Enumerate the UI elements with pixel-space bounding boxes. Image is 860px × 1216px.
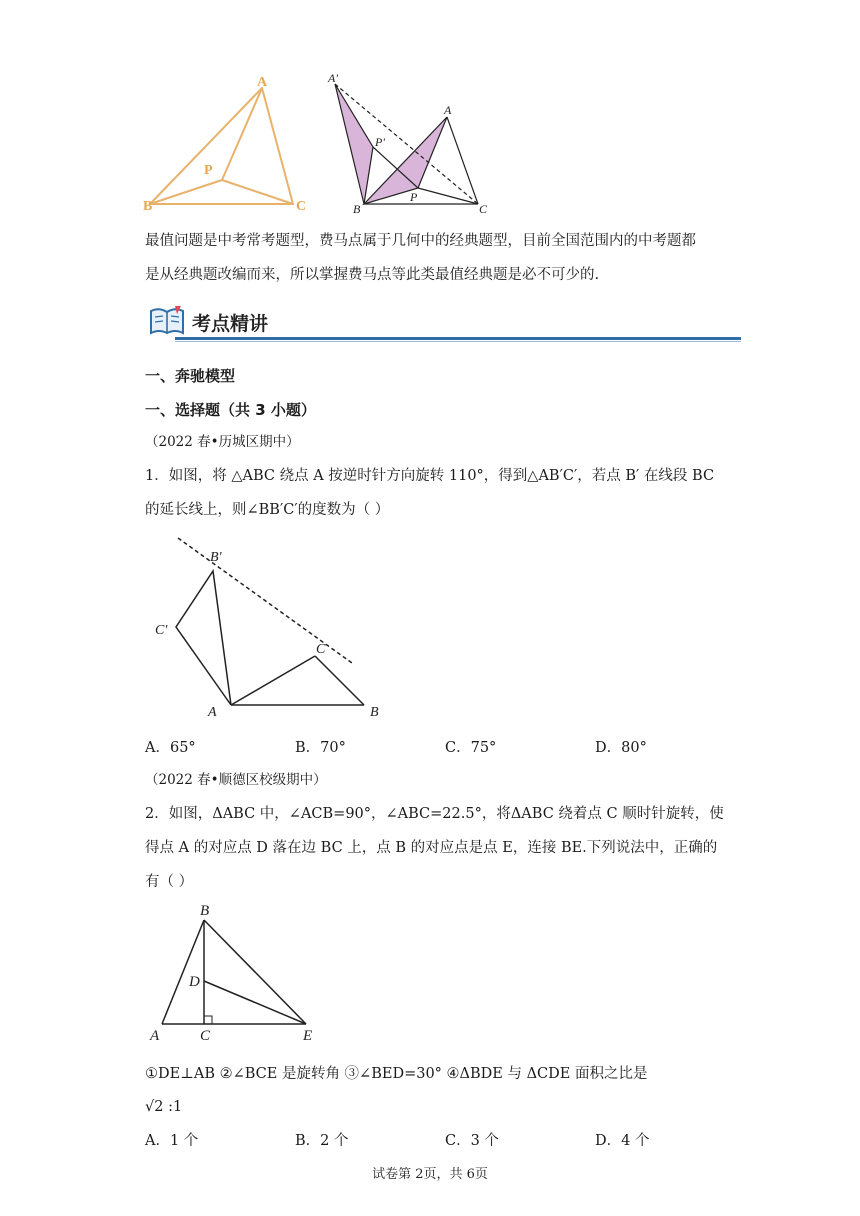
label-b: B [143,199,153,214]
q1-text-line-2: 的延长线上，则∠BB′C′的度数为（ ） [145,502,390,518]
label-c-prime: C' [155,623,168,638]
label-e: E [303,1028,313,1044]
label-a: A [208,705,217,720]
q1-option-b: B．70° [295,740,346,756]
banner-title: 考点精讲 [192,313,269,335]
q1-option-d: D．80° [595,740,647,756]
section-heading-choice: 一、选择题（共 3 小题） [145,401,316,419]
label-a-prime: A' [328,71,338,85]
banner-underline-thin [175,341,741,342]
label-a: A [444,103,452,117]
figure-fermat-triangle [140,70,320,215]
banner-underline [175,337,741,340]
q2-option-a: A．1 个 [145,1133,199,1149]
q2-option-c: C．3 个 [445,1133,499,1149]
label-p: P [410,190,418,204]
label-b-prime: B' [210,550,222,565]
label-c: C [316,642,326,657]
segment-pc [222,180,293,204]
q1-figure [150,533,390,723]
q2-figure [145,900,335,1045]
q2-text-line-1: 2．如图，ΔABC 中，∠ACB=90°，∠ABC=22.5°，将ΔABC 绕着点 C 顺时针旋转，使 [145,806,724,822]
q2-option-d: D．4 个 [595,1133,650,1149]
section-heading-model: 一、奔驰模型 [145,367,236,385]
q2-source: （2022 春•顺德区校级期中） [145,772,327,788]
label-b: B [200,903,210,919]
shaded-triangle-right [364,117,447,204]
label-d: D [189,974,200,990]
q2-statements: ①DE⊥AB ②∠BCE 是旋转角 ③∠BED=30° ④ΔBDE 与 ΔCDE 面积之比是 [145,1066,648,1082]
label-c: C [200,1028,211,1044]
segment-pa [222,88,262,180]
q1-option-c: C．75° [445,740,497,756]
page-footer: 试卷第 2页，共 6页 [372,1167,488,1182]
label-p-prime: P' [375,135,385,149]
q1-text-line-1: 1．如图，将 △ABC 绕点 A 按逆时针方向旋转 110°，得到△AB′C′，若点 B′ 在线段 BC [145,468,715,484]
intro-line-1: 最值问题是中考常考题型，费马点属于几何中的经典题型，目前全国范围内的中考题都 [145,233,696,249]
q2-text-line-2: 得点 A 的对应点 D 落在边 BC 上，点 B 的对应点是点 E，连接 BE.下列说法中，正确的 [145,840,718,856]
label-c: C [479,202,488,216]
label-b: B [370,705,379,720]
triangle-outline [150,88,293,204]
label-c: C [296,199,307,214]
q2-text-line-3: 有（ ） [145,874,194,890]
intro-line-2: 是从经典题改编而来，所以掌握费马点等此类最值经典题是必不可少的. [145,267,600,283]
label-b: B [353,202,361,216]
book-icon [148,305,186,337]
label-a: A [257,75,268,90]
q1-option-a: A．65° [145,740,196,756]
shaded-triangle-left [335,84,373,204]
label-p: P [204,163,213,178]
q2-ratio: √2 :1 [145,1099,183,1115]
figure-fermat-rotation [322,68,497,218]
q1-source: （2022 春•历城区期中） [145,434,300,450]
q2-option-b: B．2 个 [295,1133,349,1149]
label-a: A [150,1028,160,1044]
